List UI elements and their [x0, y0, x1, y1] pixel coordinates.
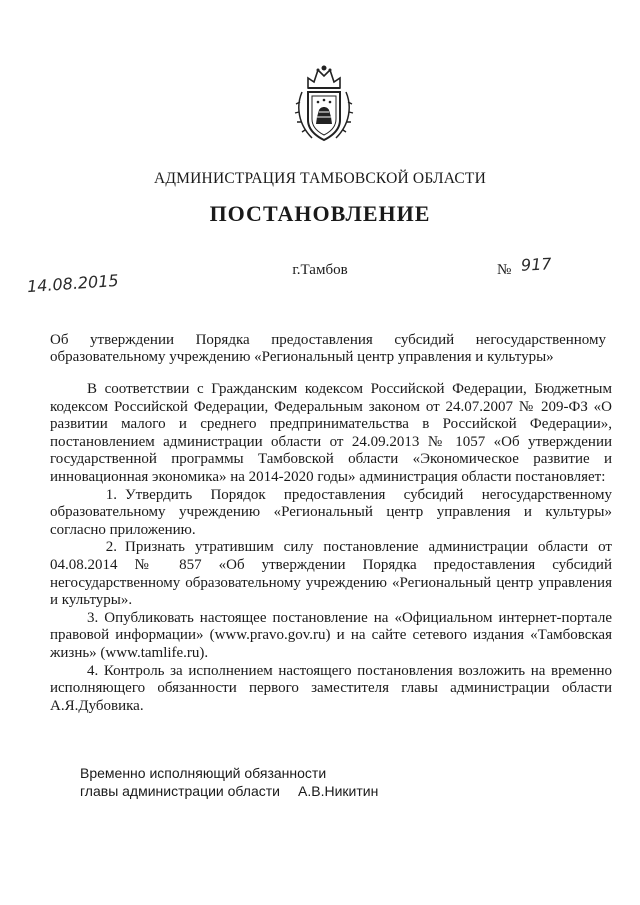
- signatory-position: главы администрации области: [80, 783, 280, 799]
- list-item-2: [50, 539, 612, 609]
- organization-title: АДМИНИСТРАЦИЯ ТАМБОВСКОЙ ОБЛАСТИ: [154, 170, 486, 187]
- signature-block: [80, 764, 378, 800]
- city-label: г.Тамбов: [292, 262, 348, 278]
- coat-of-arms-emblem: [294, 62, 354, 146]
- document-subject: Об утверждении Порядка предоставления субсидий негосударственному образовательному учреждению «Региональный центр управления и культуры»: [50, 332, 606, 365]
- item-text: Утвердить Порядок предоставления субсидий негосударственному образовательному учреждению «Региональный центр управления и культуры» согласно приложению.: [50, 486, 612, 538]
- document-type-title: ПОСТАНОВЛЕНИЕ: [209, 201, 431, 226]
- number-sign: №: [497, 262, 512, 278]
- list-item-3: 3. Опубликовать настоящее постановление на «Официальном интернет-портале правовой информации» (www.pravo.gov.ru) и на сайте сетевого издания «Тамбовская жизнь» (www.tamlife.ru).: [50, 609, 612, 661]
- list-item-1: [50, 487, 612, 540]
- handwritten-date: 14.08.2015: [26, 270, 120, 297]
- item-text: Признать утратившим силу постановление администрации области от 04.08.2014 № 857 «Об утверждении Порядка предоставления субсидий негосударственному образовательному учреждению «Региональный центр управления и культуры».: [50, 539, 612, 609]
- list-item-4: 4. Контроль за исполнением настоящего постановления возложить на временно исполняющего обязанности первого заместителя главы администрации области А.Я.Дубовика.: [50, 662, 612, 714]
- signatory-name: А.В.Никитин: [298, 783, 379, 799]
- preamble-paragraph: В соответствии с Гражданским кодексом Российской Федерации, Бюджетным кодексом Российской Федерации, Федеральным законом от 24.07.2007 № 209-ФЗ «О развитии малого и среднего предпринимательства в Российской Федерации», постановлением администрации области от 24.09.2013 № 1057 «Об утверждении государственной программы Тамбовской области «Экономическое развитие и инновационная экономика» на 2014-2020 годы» администрация области постановляет:: [50, 381, 612, 485]
- document-body: [50, 381, 612, 715]
- handwritten-number: 917: [520, 254, 553, 275]
- item-number: 2.: [105, 539, 117, 556]
- item-number: 1.: [105, 486, 117, 503]
- signatory-position-line2: [80, 782, 378, 800]
- signatory-position-line1: Временно исполняющий обязанности: [80, 765, 327, 781]
